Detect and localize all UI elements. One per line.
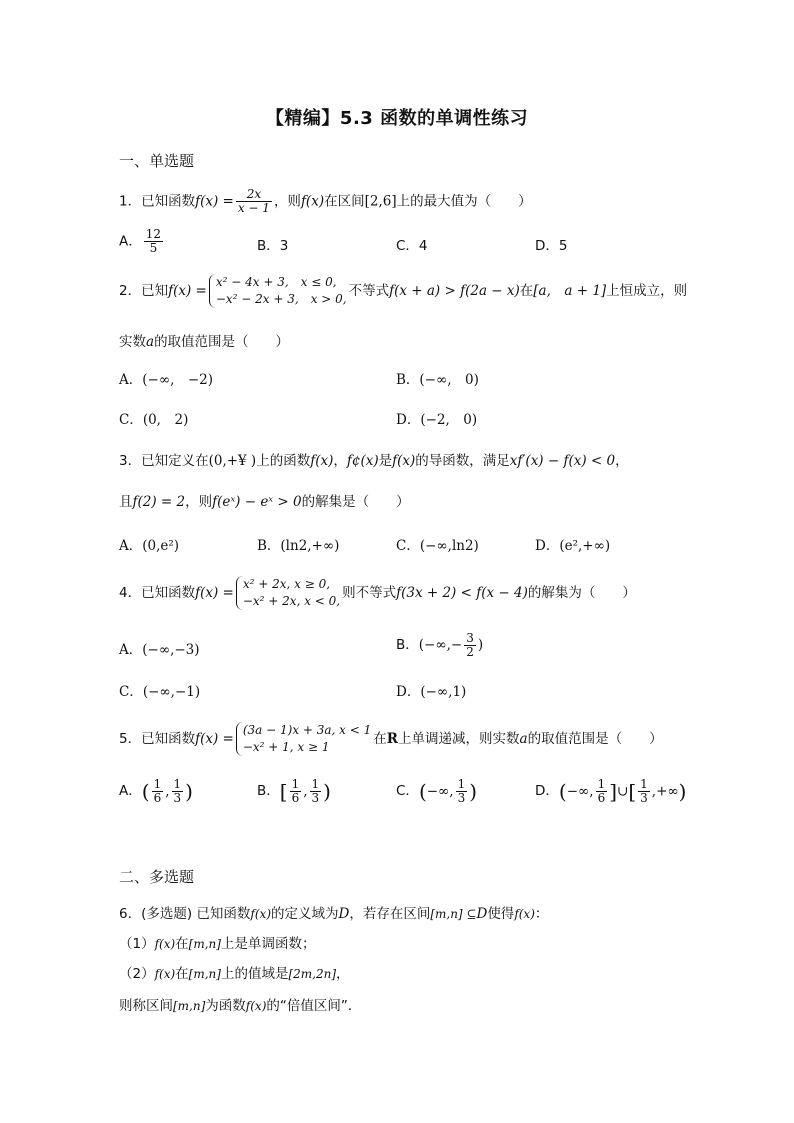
q3-option-d[interactable]: D．(e²,+∞) — [535, 538, 611, 554]
q4-option-b-label: B． — [396, 637, 419, 653]
q5-option-c-fraction — [456, 778, 468, 805]
q4-option-b-pre: (−∞,− — [418, 637, 463, 653]
q2-suffix: 上恒成立，则 — [606, 283, 688, 299]
q5-option-a[interactable]: A．( $\frac{1}{6}$ , $\frac{1}{3}$ ) — [119, 777, 193, 805]
q6-line1-pre: 6．(多选题) 已知函数 — [119, 906, 251, 922]
q5-option-d-den-1: 6 — [597, 791, 606, 805]
q5-option-a-label: A． — [119, 783, 142, 799]
section-heading-single-choice: 一、单选题 — [119, 152, 195, 170]
q1-option-a-label: A． — [119, 233, 142, 250]
q1-suffix: 上的最大值为（ ） — [396, 193, 532, 210]
q1-fraction-numerator: 2x — [236, 188, 272, 202]
q3-derivative: f¢(x) — [346, 453, 379, 469]
q5-prefix: 5．已知函数 — [119, 731, 196, 747]
q5-option-b-num-2: 1 — [311, 777, 320, 791]
q1-option-b[interactable]: B．3 — [257, 238, 289, 254]
q5-option-d-pos-inf: ,+∞ — [651, 783, 679, 800]
q5-mid2: 上单调递减，则实数 — [398, 731, 520, 747]
q1-prefix: 1．已知函数 — [119, 193, 196, 210]
q3-mid3: 是 — [378, 453, 393, 469]
q4-option-b-post: ) — [477, 637, 484, 653]
q2-mid2: 在 — [519, 283, 534, 299]
q5-option-d-den-2: 3 — [640, 791, 648, 805]
q2-piecewise — [209, 274, 347, 308]
question-6 — [119, 904, 548, 924]
q4-inequality: f(3x + 2) < f(x − 4) — [396, 585, 528, 601]
q5-option-d-fraction-2 — [638, 778, 650, 805]
q5-option-d-neg-inf: −∞, — [566, 783, 594, 800]
q6-domain-d: D — [338, 906, 350, 922]
q5-option-b-den-1: 6 — [291, 791, 300, 805]
q4-fx: f(x) = — [195, 585, 234, 601]
question-6-definition — [119, 996, 361, 1016]
q5-option-d-fraction-1 — [596, 778, 608, 805]
q6-line1-mid2: ，若存在区间 — [349, 906, 431, 922]
q5-option-c-label: C． — [396, 783, 419, 799]
q6-line4-pre: 则称区间 — [119, 998, 173, 1014]
q6-line1-mid3: 使得 — [487, 906, 515, 922]
q1-option-a-denominator: 5 — [149, 241, 158, 255]
q1-fraction — [236, 188, 272, 215]
q5-option-a-num-2: 1 — [173, 777, 182, 791]
q3-prefix: 3．已知定义在 — [119, 453, 209, 469]
q6-line2-mn: [m,n] — [188, 937, 221, 951]
q2-interval: [a, a + 1] — [533, 283, 607, 299]
q4-option-b-numerator: 3 — [466, 631, 474, 645]
q6-domain-d2: D — [476, 906, 488, 922]
question-5 — [119, 722, 663, 756]
q6-line3-pre: （2） — [119, 966, 155, 982]
q1-option-a[interactable] — [119, 228, 165, 255]
q3-mid: 上的函数 — [256, 453, 311, 469]
page-title: 【精编】5.3 函数的单调性练习 — [265, 108, 529, 129]
q5-option-c[interactable]: C．(−∞, $\frac{1}{3}$ ) — [396, 777, 478, 805]
q6-line2-mid: 在 — [175, 936, 189, 952]
q3-line2-post: 的解集是（ ） — [301, 494, 410, 510]
q4-mid: 则不等式 — [342, 585, 397, 601]
q4-case-2: −x² + 2x, x < 0, — [242, 594, 341, 608]
q4-option-b-denominator: 2 — [466, 645, 474, 659]
q5-option-a-fraction-1 — [152, 778, 164, 805]
q4-prefix: 4．已知函数 — [119, 585, 196, 601]
q6-line3-range: [2m,2n] — [288, 967, 337, 981]
q3-line2-mid: ，则 — [185, 494, 213, 510]
section-heading-multiple-choice: 二、多选题 — [119, 868, 195, 886]
q1-option-c[interactable]: C．4 — [396, 238, 428, 254]
q2-option-a[interactable]: A．(−∞, −2) — [119, 372, 214, 388]
q1-interval: [2,6] — [364, 193, 397, 210]
q1-mid: ，则 — [273, 193, 301, 210]
q5-option-c-num: 1 — [457, 777, 466, 791]
q6-line3-end: ， — [336, 966, 350, 982]
q2-line2-pre: 实数 — [119, 334, 146, 350]
q5-option-d-num-1: 1 — [597, 777, 606, 791]
q3-domain: (0,+¥ ) — [208, 453, 257, 469]
q5-piecewise — [236, 722, 371, 756]
q3-fx2: f(x) — [392, 453, 416, 469]
q2-inequality: f(x + a) > f(2a − x) — [389, 283, 520, 299]
q2-mid: 不等式 — [348, 283, 390, 299]
question-6-condition-2 — [119, 964, 350, 984]
q5-fx: f(x) = — [195, 731, 234, 747]
q3-condition: xf′(x) − f(x) < 0 — [509, 453, 616, 469]
q5-option-b-label: B． — [257, 783, 280, 799]
q2-line2-post: 的取值范围是（ ） — [154, 334, 290, 350]
question-2-line-2 — [119, 332, 289, 352]
q5-mid: 在 — [373, 731, 387, 747]
q2-prefix: 2．已知 — [119, 283, 169, 299]
q6-line2-post: 上是单调函数； — [220, 936, 316, 952]
q1-option-a-fraction — [144, 228, 163, 255]
q3-mid2: ， — [333, 453, 347, 469]
q6-fx: f(x) — [250, 907, 271, 921]
q5-option-a-num-1: 1 — [153, 777, 162, 791]
question-3 — [119, 451, 629, 471]
q5-option-a-den-1: 6 — [153, 791, 162, 805]
q2-line2-var: a — [146, 334, 155, 350]
q1-fraction-denominator: x − 1 — [237, 201, 270, 215]
q1-mid2: 在区间 — [324, 193, 365, 210]
q6-line3-mn: [m,n] — [188, 967, 221, 981]
q6-line3-mid: 在 — [175, 966, 189, 982]
q6-line4-mid: 为函数 — [205, 998, 246, 1014]
q5-option-b[interactable]: B．[ $\frac{1}{6}$ , $\frac{1}{3}$ ) — [257, 777, 331, 805]
q6-line4-post: 的“倍值区间”． — [266, 998, 362, 1014]
q5-option-d-label: D． — [535, 783, 559, 799]
q3-end: ， — [615, 453, 629, 469]
q5-option-d-num-2: 1 — [640, 777, 648, 791]
q3-line2-pre: 且 — [119, 494, 133, 510]
question-3-line-2 — [119, 492, 410, 512]
q6-line3-fx: f(x) — [154, 967, 176, 981]
q1-fx2: f(x) — [300, 193, 325, 210]
q6-interval-mn: [m,n] ⊆ — [430, 907, 477, 921]
q5-option-b-fraction-1 — [290, 778, 302, 805]
q3-option-c[interactable]: C．(−∞,ln2) — [396, 538, 479, 554]
q4-suffix: 的解集为（ ） — [527, 585, 636, 601]
q4-option-c[interactable]: C．(−∞,−1) — [119, 684, 201, 700]
q5-option-c-neg-inf: −∞, — [426, 783, 454, 800]
q3-option-b[interactable]: B．(ln2,+∞) — [257, 538, 340, 554]
q5-suffix: 的取值范围是（ ） — [527, 731, 663, 747]
q6-line3-mid2: 上的值域是 — [220, 966, 289, 982]
q3-f2: f(2) = 2 — [132, 494, 186, 510]
q4-option-b[interactable] — [396, 632, 483, 659]
q3-inequality: f(eˣ) − eˣ > 0 — [212, 494, 302, 510]
q2-option-c[interactable]: C．(0, 2) — [119, 412, 189, 428]
q2-case-2: −x² − 2x + 3, x > 0, — [215, 292, 347, 306]
q6-line4-mn: [m,n] — [173, 999, 206, 1013]
q5-option-c-den: 3 — [457, 791, 466, 805]
q5-option-b-fraction-2 — [310, 778, 322, 805]
q2-case-1: x² − 4x + 3, x ≤ 0, — [215, 275, 337, 289]
q6-line1-mid: 的定义域为 — [271, 906, 339, 922]
q5-var: a — [519, 731, 528, 747]
q5-real-set: R — [386, 731, 399, 747]
q5-option-b-num-1: 1 — [291, 777, 300, 791]
q4-option-b-fraction — [464, 632, 476, 659]
question-2 — [119, 274, 687, 308]
q4-option-d[interactable]: D．(−∞,1) — [396, 684, 467, 700]
q5-option-d-union: ∪ — [617, 783, 629, 800]
q2-option-d[interactable]: D．(−2, 0) — [396, 412, 478, 428]
q2-option-b[interactable]: B．(−∞, 0) — [396, 372, 479, 388]
question-1 — [119, 188, 532, 215]
question-4 — [119, 576, 636, 610]
q5-option-d[interactable]: D．(−∞, $\frac{1}{6}$ ]∪[ $\frac{1}{3}$ ,+∞) — [535, 777, 687, 805]
q6-line2-fx: f(x) — [154, 937, 176, 951]
q5-case-2: −x² + 1, x ≥ 1 — [242, 740, 330, 754]
q2-fx: f(x) = — [168, 283, 207, 299]
q1-fx: f(x) = — [195, 193, 234, 210]
q5-option-a-fraction-2 — [172, 778, 184, 805]
q1-option-d[interactable]: D．5 — [535, 238, 568, 254]
q5-case-1: (3a − 1)x + 3a, x < 1 — [242, 723, 372, 737]
q5-option-a-den-2: 3 — [173, 791, 182, 805]
q1-option-a-numerator: 12 — [145, 227, 162, 241]
question-6-condition-1 — [119, 934, 315, 954]
q3-mid4: 的导函数，满足 — [415, 453, 510, 469]
q4-piecewise — [236, 576, 340, 610]
q3-option-a[interactable]: A．(0,e²) — [119, 538, 180, 554]
q6-fx2: f(x) — [514, 907, 535, 921]
q6-line4-fx: f(x) — [245, 999, 267, 1013]
q6-line1-end: ： — [534, 906, 549, 922]
q6-line2-pre: （1） — [119, 936, 155, 952]
q3-fx: f(x) — [310, 453, 334, 469]
q4-option-a[interactable]: A．(−∞,−3) — [119, 642, 200, 658]
q4-case-1: x² + 2x, x ≥ 0, — [242, 577, 331, 591]
q5-option-b-den-2: 3 — [311, 791, 320, 805]
